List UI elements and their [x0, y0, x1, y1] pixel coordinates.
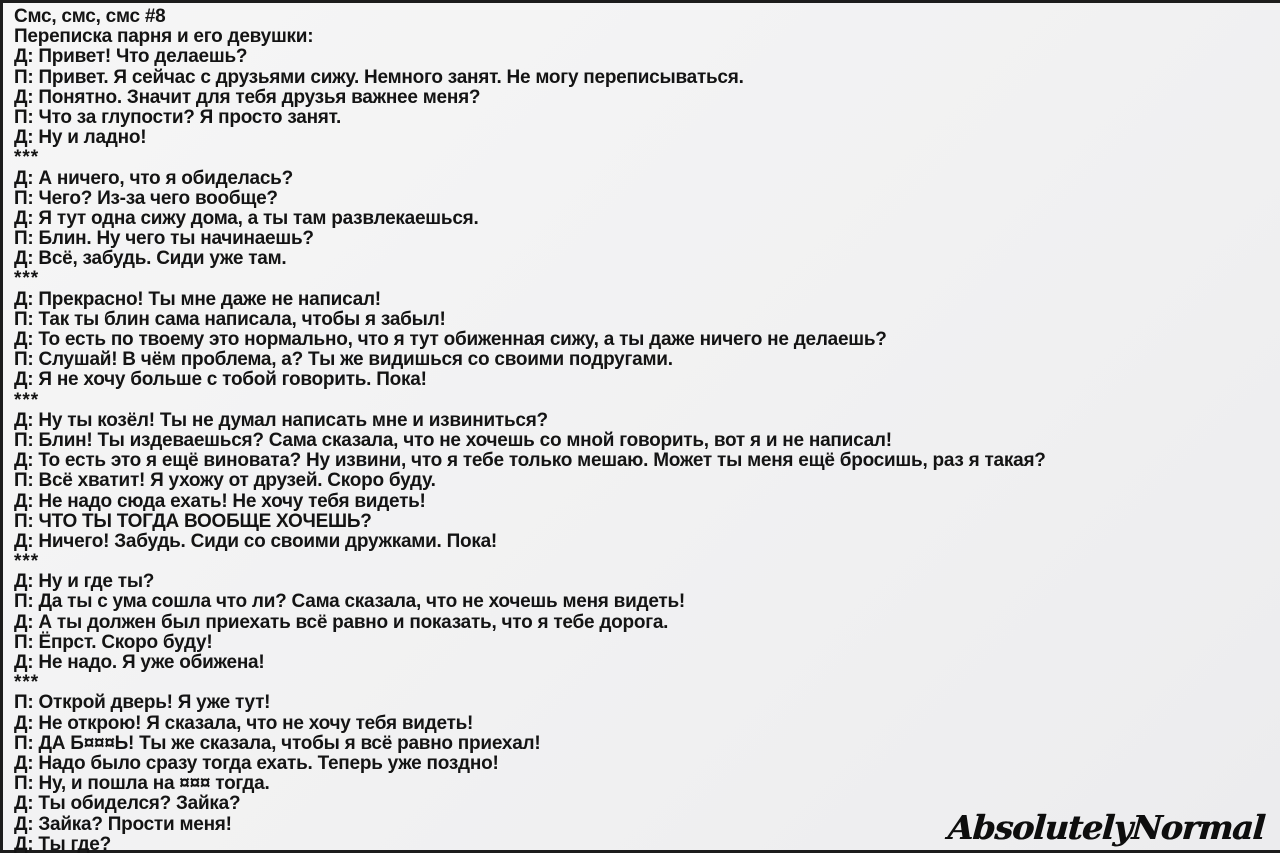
block-separator: *** [14, 672, 40, 694]
dialogue-line: П: Блин! Ты издеваешься? Сама сказала, что не хочешь со мной говорить, вот я и не написал! [14, 429, 892, 451]
dialogue-line: Д: Привет! Что делаешь? [14, 46, 248, 68]
page-subtitle: Переписка парня и его девушки: [14, 26, 314, 48]
dialogue-line: Д: Ну и ладно! [14, 127, 147, 149]
dialogue-line: П: Чего? Из-за чего вообще? [14, 187, 278, 209]
dialogue-line: П: Всё хватит! Я ухожу от друзей. Скоро буду. [14, 470, 436, 492]
dialogue-line: Д: Я не хочу больше с тобой говорить. Пока! [14, 369, 427, 391]
dialogue-line: П: Да ты с ума сошла что ли? Сама сказала, что не хочешь меня видеть! [14, 591, 685, 613]
dialogue-line: П: Так ты блин сама написала, чтобы я забыл! [14, 308, 446, 330]
dialogue-line: П: ДА Б¤¤¤Ь! Ты же сказала, чтобы я всё равно приехал! [14, 732, 541, 754]
dialogue-blocks [14, 47, 1274, 853]
dialogue-line: Д: Ну и где ты? [14, 571, 155, 593]
dialogue-line: Д: Всё, забудь. Сиди уже там. [14, 248, 287, 270]
block-separator: *** [14, 268, 40, 290]
dialogue-line: П: ЧТО ТЫ ТОГДА ВООБЩЕ ХОЧЕШЬ? [14, 510, 372, 532]
watermark: AbsolutelyNormal [946, 808, 1266, 847]
dialogue-line: Д: То есть это я ещё виновата? Ну извини, что я тебе только мешаю. Может ты меня ещё бросишь, раз я такая? [14, 450, 1046, 472]
dialogue-text [14, 7, 1274, 853]
block-separator: *** [14, 147, 40, 169]
dialogue-line: П: Ёпрст. Скоро буду! [14, 631, 213, 653]
block-separator: *** [14, 389, 40, 411]
dialogue-line: Д: Не открою! Я сказала, что не хочу тебя видеть! [14, 712, 474, 734]
dialogue-line: Д: Ну ты козёл! Ты не думал написать мне и извиниться? [14, 409, 548, 431]
page-title: Смс, смс, смс #8 [14, 6, 166, 27]
block-separator: *** [14, 551, 40, 573]
dialogue-line: П: Привет. Я сейчас с друзьями сижу. Немного занят. Не могу переписываться. [14, 66, 744, 88]
dialogue-line: Д: Надо было сразу тогда ехать. Теперь уже поздно! [14, 752, 499, 774]
dialogue-line: Д: Прекрасно! Ты мне даже не написал! [14, 288, 381, 310]
dialogue-line: Д: Не надо сюда ехать! Не хочу тебя видеть! [14, 490, 426, 512]
dialogue-line: Д: Ничего! Забудь. Сиди со своими дружками. Пока! [14, 530, 498, 552]
dialogue-line: Д: Я тут одна сижу дома, а ты там развлекаешься. [14, 207, 479, 229]
dialogue-line: П: Что за глупости? Я просто занят. [14, 106, 342, 128]
dialogue-line: П: Открой дверь! Я уже тут! [14, 692, 271, 714]
dialogue-line: П: Блин. Ну чего ты начинаешь? [14, 228, 314, 250]
dialogue-line: Д: А ничего, что я обиделась? [14, 167, 293, 189]
dialogue-line: Д: Понятно. Значит для тебя друзья важнее меня? [14, 86, 481, 108]
dialogue-line: Д: Ты где? [14, 833, 111, 853]
dialogue-line: П: Ну, и пошла на ¤¤¤ тогда. [14, 773, 270, 795]
dialogue-line: Д: А ты должен был приехать всё равно и показать, что я тебе дорога. [14, 611, 669, 633]
dialogue-line: П: Слушай! В чём проблема, а? Ты же видишься со своими подругами. [14, 349, 673, 371]
dialogue-line: Д: То есть по твоему это нормально, что я тут обиженная сижу, а ты даже ничего не делаешь? [14, 329, 887, 350]
dialogue-line: Д: Зайка? Прости меня! [14, 813, 232, 835]
dialogue-line: Д: Ты обиделся? Зайка? [14, 793, 241, 815]
dialogue-line: Д: Не надо. Я уже обижена! [14, 652, 265, 673]
